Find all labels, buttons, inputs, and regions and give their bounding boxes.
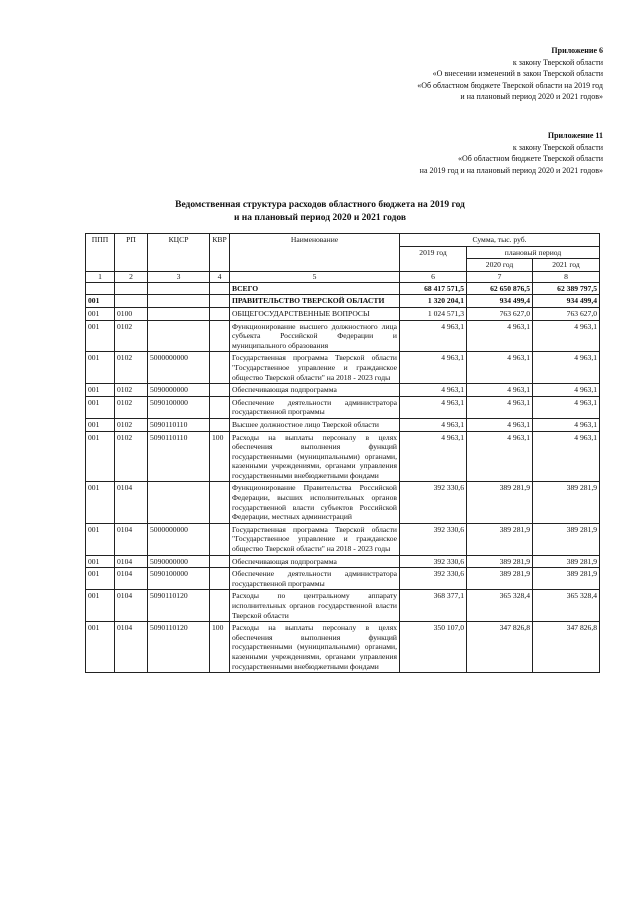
kvr-cell bbox=[210, 568, 230, 590]
amount-2019-cell: 368 377,1 bbox=[400, 590, 467, 622]
appendix-6-line: и на плановый период 2020 и 2021 годов» bbox=[460, 92, 603, 101]
name-cell: Расходы на выплаты персоналу в целях обеспечения выполнения функций государственными (муниципальными) органами, казенными учреждениями, органами управления государственными внебюджетными фондами bbox=[230, 622, 400, 673]
ppp-cell bbox=[86, 282, 115, 295]
ppp-cell: 001 bbox=[86, 482, 115, 523]
amount-2020-cell: 389 281,9 bbox=[467, 482, 533, 523]
ppp-cell: 001 bbox=[86, 568, 115, 590]
table-row bbox=[86, 320, 600, 352]
rp-cell: 0102 bbox=[115, 396, 148, 418]
name-cell: ОБЩЕГОСУДАРСТВЕННЫЕ ВОПРОСЫ bbox=[230, 307, 400, 320]
kcsr-cell bbox=[148, 307, 210, 320]
kvr-cell: 100 bbox=[210, 622, 230, 673]
ppp-cell: 001 bbox=[86, 555, 115, 568]
ppp-cell: 001 bbox=[86, 352, 115, 384]
amount-2020-cell: 763 627,0 bbox=[467, 307, 533, 320]
amount-2021-cell: 347 826,8 bbox=[533, 622, 600, 673]
amount-2021-cell: 4 963,1 bbox=[533, 320, 600, 352]
ppp-cell: 001 bbox=[86, 320, 115, 352]
name-cell: Государственная программа Тверской области "Государственное управление и гражданское общество Тверской области" на 2018 - 2023 годы bbox=[230, 352, 400, 384]
rp-cell: 0104 bbox=[115, 590, 148, 622]
header-row bbox=[86, 234, 600, 247]
header-kcsr: КЦСР bbox=[148, 234, 210, 272]
amount-2019-cell: 4 963,1 bbox=[400, 352, 467, 384]
column-number: 4 bbox=[210, 271, 230, 282]
kvr-cell bbox=[210, 384, 230, 397]
table-row bbox=[86, 523, 600, 555]
name-cell: Обеспечение деятельности администратора государственной программы bbox=[230, 396, 400, 418]
kcsr-cell: 5090100000 bbox=[148, 568, 210, 590]
budget-table bbox=[85, 233, 600, 673]
table-row bbox=[86, 282, 600, 295]
header-name: Наименование bbox=[230, 234, 400, 272]
amount-2021-cell: 763 627,0 bbox=[533, 307, 600, 320]
rp-cell bbox=[115, 282, 148, 295]
amount-2019-cell: 392 330,6 bbox=[400, 523, 467, 555]
amount-2019-cell: 392 330,6 bbox=[400, 482, 467, 523]
kcsr-cell: 5000000000 bbox=[148, 352, 210, 384]
rp-cell: 0104 bbox=[115, 482, 148, 523]
amount-2021-cell: 389 281,9 bbox=[533, 555, 600, 568]
amount-2020-cell: 4 963,1 bbox=[467, 320, 533, 352]
name-cell: Расходы на выплаты персоналу в целях обеспечения выполнения функций государственными (муниципальными) органами, казенными учреждениями, органами управления государственными внебюджетными фондами bbox=[230, 431, 400, 482]
rp-cell: 0102 bbox=[115, 431, 148, 482]
table-row bbox=[86, 590, 600, 622]
kcsr-cell: 5090110110 bbox=[148, 431, 210, 482]
rp-cell: 0102 bbox=[115, 320, 148, 352]
column-number-row bbox=[86, 271, 600, 282]
amount-2019-cell: 68 417 571,5 bbox=[400, 282, 467, 295]
rp-cell: 0102 bbox=[115, 352, 148, 384]
rp-cell: 0102 bbox=[115, 384, 148, 397]
table-row bbox=[86, 384, 600, 397]
header-rp: РП bbox=[115, 234, 148, 272]
kvr-cell bbox=[210, 523, 230, 555]
header-2019: 2019 год bbox=[400, 246, 467, 271]
header-2020: 2020 год bbox=[467, 259, 533, 272]
amount-2019-cell: 4 963,1 bbox=[400, 384, 467, 397]
kvr-cell bbox=[210, 352, 230, 384]
name-cell: Обеспечение деятельности администратора государственной программы bbox=[230, 568, 400, 590]
amount-2019-cell: 4 963,1 bbox=[400, 396, 467, 418]
amount-2020-cell: 4 963,1 bbox=[467, 418, 533, 431]
document-title bbox=[0, 199, 640, 225]
rp-cell: 0104 bbox=[115, 622, 148, 673]
amount-2021-cell: 389 281,9 bbox=[533, 482, 600, 523]
amount-2021-cell: 389 281,9 bbox=[533, 523, 600, 555]
amount-2020-cell: 389 281,9 bbox=[467, 555, 533, 568]
header-ppp: ППП bbox=[86, 234, 115, 272]
kvr-cell bbox=[210, 295, 230, 308]
column-number: 7 bbox=[467, 271, 533, 282]
table-row bbox=[86, 307, 600, 320]
table-row bbox=[86, 295, 600, 308]
amount-2020-cell: 934 499,4 bbox=[467, 295, 533, 308]
document-title-line: Ведомственная структура расходов областного бюджета на 2019 год bbox=[175, 200, 465, 210]
amount-2019-cell: 1 024 571,3 bbox=[400, 307, 467, 320]
name-cell: ПРАВИТЕЛЬСТВО ТВЕРСКОЙ ОБЛАСТИ bbox=[230, 295, 400, 308]
rp-cell: 0104 bbox=[115, 568, 148, 590]
ppp-cell: 001 bbox=[86, 418, 115, 431]
kvr-cell bbox=[210, 590, 230, 622]
amount-2020-cell: 389 281,9 bbox=[467, 568, 533, 590]
kcsr-cell: 5090110120 bbox=[148, 590, 210, 622]
column-number: 1 bbox=[86, 271, 115, 282]
ppp-cell: 001 bbox=[86, 622, 115, 673]
table-row bbox=[86, 352, 600, 384]
kvr-cell bbox=[210, 396, 230, 418]
kvr-cell bbox=[210, 307, 230, 320]
kvr-cell bbox=[210, 320, 230, 352]
kcsr-cell: 5090110110 bbox=[148, 418, 210, 431]
amount-2019-cell: 4 963,1 bbox=[400, 431, 467, 482]
kcsr-cell bbox=[148, 295, 210, 308]
name-cell: ВСЕГО bbox=[230, 282, 400, 295]
appendix-11-line: к закону Тверской области bbox=[512, 142, 603, 152]
amount-2020-cell: 62 650 876,5 bbox=[467, 282, 533, 295]
amount-2019-cell: 4 963,1 bbox=[400, 418, 467, 431]
amount-2020-cell: 4 963,1 bbox=[467, 384, 533, 397]
amount-2021-cell: 4 963,1 bbox=[533, 352, 600, 384]
kcsr-cell: 5000000000 bbox=[148, 523, 210, 555]
kcsr-cell bbox=[148, 282, 210, 295]
amount-2020-cell: 347 826,8 bbox=[467, 622, 533, 673]
kcsr-cell bbox=[148, 320, 210, 352]
table-row bbox=[86, 568, 600, 590]
name-cell: Функционирование Правительства Российской Федерации, высших исполнительных органов государственной власти субъектов Российской Федерации, местных администраций bbox=[230, 482, 400, 523]
header-sum: Сумма, тыс. руб. bbox=[400, 234, 600, 247]
column-number: 6 bbox=[400, 271, 467, 282]
column-number: 3 bbox=[148, 271, 210, 282]
appendix-11-header bbox=[420, 130, 603, 176]
ppp-cell: 001 bbox=[86, 384, 115, 397]
appendix-11-line: на 2019 год и на плановый период 2020 и 2021 годов» bbox=[419, 165, 603, 175]
amount-2021-cell: 4 963,1 bbox=[533, 384, 600, 397]
table-row bbox=[86, 418, 600, 431]
ppp-cell: 001 bbox=[86, 590, 115, 622]
appendix-6-line: «Об областном бюджете Тверской области на 2019 год bbox=[417, 80, 603, 90]
header-planned-period: плановый период bbox=[467, 246, 600, 259]
kcsr-cell bbox=[148, 482, 210, 523]
amount-2021-cell: 4 963,1 bbox=[533, 431, 600, 482]
kcsr-cell: 5090110120 bbox=[148, 622, 210, 673]
amount-2020-cell: 389 281,9 bbox=[467, 523, 533, 555]
table-row bbox=[86, 396, 600, 418]
rp-cell: 0100 bbox=[115, 307, 148, 320]
ppp-cell: 001 bbox=[86, 523, 115, 555]
ppp-cell: 001 bbox=[86, 396, 115, 418]
rp-cell: 0104 bbox=[115, 523, 148, 555]
column-number: 2 bbox=[115, 271, 148, 282]
kvr-cell bbox=[210, 482, 230, 523]
amount-2021-cell: 389 281,9 bbox=[533, 568, 600, 590]
amount-2021-cell: 934 499,4 bbox=[533, 295, 600, 308]
ppp-cell: 001 bbox=[86, 431, 115, 482]
kcsr-cell: 5090000000 bbox=[148, 384, 210, 397]
appendix-11-title: Приложение 11 bbox=[547, 131, 603, 140]
appendix-11-line: «Об областном бюджете Тверской области bbox=[457, 154, 603, 163]
name-cell: Государственная программа Тверской области "Государственное управление и гражданское общество Тверской области" на 2018 - 2023 годы bbox=[230, 523, 400, 555]
header-kvr: КВР bbox=[210, 234, 230, 272]
name-cell: Обеспечивающая подпрограмма bbox=[230, 384, 400, 397]
amount-2021-cell: 4 963,1 bbox=[533, 396, 600, 418]
rp-cell: 0102 bbox=[115, 418, 148, 431]
table-row bbox=[86, 555, 600, 568]
table-row bbox=[86, 482, 600, 523]
amount-2020-cell: 4 963,1 bbox=[467, 431, 533, 482]
amount-2019-cell: 392 330,6 bbox=[400, 555, 467, 568]
kvr-cell: 100 bbox=[210, 431, 230, 482]
ppp-cell: 001 bbox=[86, 295, 115, 308]
amount-2019-cell: 392 330,6 bbox=[400, 568, 467, 590]
kcsr-cell: 5090100000 bbox=[148, 396, 210, 418]
name-cell: Функционирование высшего должностного лица субъекта Российской Федерации и муниципального образования bbox=[230, 320, 400, 352]
kvr-cell bbox=[210, 282, 230, 295]
rp-cell bbox=[115, 295, 148, 308]
amount-2021-cell: 365 328,4 bbox=[533, 590, 600, 622]
appendix-6-line: к закону Тверской области bbox=[512, 57, 603, 67]
amount-2019-cell: 350 107,0 bbox=[400, 622, 467, 673]
kcsr-cell: 5090000000 bbox=[148, 555, 210, 568]
kvr-cell bbox=[210, 418, 230, 431]
amount-2020-cell: 4 963,1 bbox=[467, 396, 533, 418]
name-cell: Высшее должностное лицо Тверской области bbox=[230, 418, 400, 431]
amount-2019-cell: 1 320 204,1 bbox=[400, 295, 467, 308]
column-number: 8 bbox=[533, 271, 600, 282]
ppp-cell: 001 bbox=[86, 307, 115, 320]
appendix-6-line: «О внесении изменений в закон Тверской области bbox=[432, 69, 603, 78]
document-title-line: и на плановый период 2020 и 2021 годов bbox=[233, 213, 407, 223]
kvr-cell bbox=[210, 555, 230, 568]
appendix-6-title: Приложение 6 bbox=[551, 46, 603, 55]
column-number: 5 bbox=[230, 271, 400, 282]
amount-2021-cell: 62 389 797,5 bbox=[533, 282, 600, 295]
amount-2021-cell: 4 963,1 bbox=[533, 418, 600, 431]
amount-2019-cell: 4 963,1 bbox=[400, 320, 467, 352]
amount-2020-cell: 4 963,1 bbox=[467, 352, 533, 384]
appendix-6-header bbox=[417, 45, 603, 103]
amount-2020-cell: 365 328,4 bbox=[467, 590, 533, 622]
table-row bbox=[86, 622, 600, 673]
header-2021: 2021 год bbox=[533, 259, 600, 272]
name-cell: Обеспечивающая подпрограмма bbox=[230, 555, 400, 568]
name-cell: Расходы по центральному аппарату исполнительных органов государственной власти Тверской области bbox=[230, 590, 400, 622]
rp-cell: 0104 bbox=[115, 555, 148, 568]
table-row bbox=[86, 431, 600, 482]
